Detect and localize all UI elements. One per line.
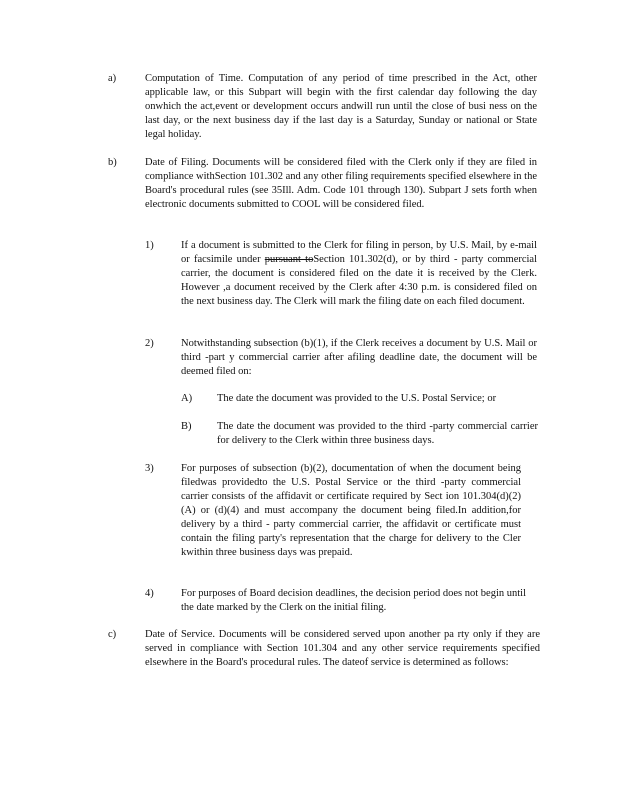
subparagraph-b2b-text: The date the document was provided to the third -party commercial carrier for delivery to the Clerk within three business days. bbox=[217, 421, 538, 446]
subparagraph-b2a-label: A) bbox=[181, 393, 193, 404]
paragraph-b4-text: For purposes of Board decision deadlines, the decision period does not begin until the date marked by the Clerk on the initial filing. bbox=[181, 588, 526, 613]
subsection-a-text: Computation of Time. Computation of any period of time prescribed in the Act, other applicable law, or this Subpart will begin with the first calendar day following the day onwhich the act,event or development occurs andwill run until the close of busi ness on the last day, or the next business day if the last day is a Saturday, Sunday or national or State legal holiday. bbox=[145, 73, 537, 140]
struck-text: pursuant to bbox=[264, 254, 314, 265]
paragraph-b2-text: Notwithstanding subsection (b)(1), if the Clerk receives a document by U.S. Mail or third -part y commercial carrier after afiling deadline date, the document will be deemed filed on: bbox=[181, 338, 537, 377]
subparagraph-b2b-label: B) bbox=[181, 421, 192, 432]
paragraph-b1-text-after: Section 101.302(d), or by third - party commercial carrier, the document is considered filed on the date it is received by the Clerk. However ,a document received by the Clerk after 4:30 p.m. is considered filed on the next business day. The Clerk will mark the filing date on each filed document. bbox=[181, 254, 538, 307]
subsection-b-text: Date of Filing. Documents will be considered filed with the Clerk only if they are filed in compliance withSection 101.302 and any other filing requirements specified elsewhere in the Board's procedural rules (see 35Ill. Adm. Code 101 through 130). Subpart J sets forth when electronic documents submitted to COOL will be considered filed. bbox=[145, 157, 537, 210]
subparagraph-b2b bbox=[181, 420, 540, 450]
paragraph-b2-label: 2) bbox=[145, 338, 154, 349]
paragraph-b1 bbox=[145, 239, 540, 325]
paragraph-b4 bbox=[145, 587, 540, 617]
paragraph-b3-text: For purposes of subsection (b)(2), documentation of when the document being filedwas providedto the U.S. Postal Service or the third -party commercial carrier consists of the affidavit or certificate required by Sect ion 101.304(d)(2)(A) or (d)(4) and must accompany the document being filed.In addition,for delivery by a third - party commercial carrier, the affidavit or certificate must contain the filing party's representation that the charge for delivery to the Cler kwithin three business days was prepaid. bbox=[181, 463, 521, 558]
subsection-c bbox=[108, 628, 540, 686]
subsection-a bbox=[108, 72, 540, 144]
subparagraph-b2a-text: The date the document was provided to the U.S. Postal Service; or bbox=[217, 393, 497, 404]
subsection-b-label: b) bbox=[108, 157, 117, 168]
subsection-b bbox=[108, 156, 540, 228]
paragraph-b4-label: 4) bbox=[145, 588, 154, 599]
paragraph-b1-label: 1) bbox=[145, 240, 154, 251]
subsection-a-label: a) bbox=[108, 73, 117, 84]
paragraph-b1-text bbox=[181, 239, 537, 309]
subsection-c-text: Date of Service. Documents will be considered served upon another pa rty only if they are served in compliance with Section 101.304 and any other service requirements specified elsewhere in the Board's procedural rules. The dateof service is determined as follows: bbox=[145, 629, 540, 668]
paragraph-b3-label: 3) bbox=[145, 463, 154, 474]
subsection-c-label: c) bbox=[108, 629, 117, 640]
paragraph-b2 bbox=[145, 337, 540, 381]
paragraph-b3 bbox=[145, 462, 540, 576]
paragraph-b1-text-before: If a document is submitted to the Clerk for filing in person, by U.S. Mail, by e-mail or facsimile under bbox=[181, 240, 537, 265]
subparagraph-b2a bbox=[181, 392, 540, 408]
